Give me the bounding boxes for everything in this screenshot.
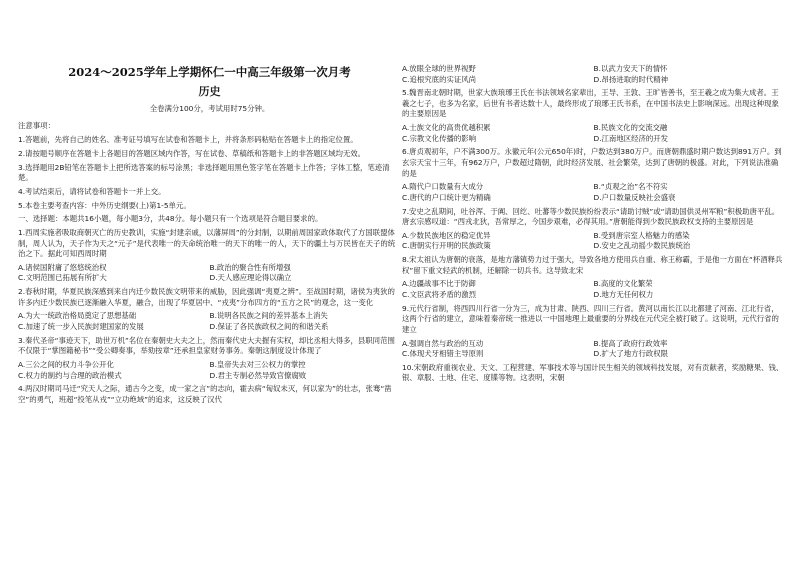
question-stem: 8.宋太祖认为唐朝的衰落，是地方藩镇势力过于强大，导致各地方使用兵自重、称王称霸，于是他一方面在“杯酒释兵权”留下重文轻武的机制，还解除一切兵书。这导致北宋 — [402, 255, 783, 275]
option: B.提高了政府行政效率 — [593, 338, 668, 348]
question-stem: 2.春秋时期，华夏民族深感到来自内迁少数民族文明带来的威胁，因此强调“夷夏之辨”。至战国时期，诸侯为夷狄的许多内迁少数民族已逐渐融入华夏，融合，出现了华夏居中、“戎夷”分布四方的“五方之民”的观念，这一变化 — [18, 287, 395, 307]
option: D.户口数量反映社会盛衰 — [593, 192, 676, 202]
note-item: 5.本卷主要考查内容：中外历史纲要(上)第1-5单元。 — [18, 200, 191, 210]
question-options — [402, 182, 785, 203]
question-options — [18, 263, 401, 284]
option: D.江南地区经济的开发 — [593, 133, 669, 143]
option: D.扩大了地方行政权限 — [593, 349, 669, 359]
option: D.昂扬进取的时代精神 — [593, 74, 669, 84]
option: C.权力的制约与合理的政治模式 — [18, 370, 122, 380]
option: D.保证了各民族政权之间的和谐关系 — [209, 321, 329, 331]
option: A.少数民族地区的稳定优异 — [402, 230, 491, 240]
question-options — [402, 123, 785, 144]
question-stem: 10.宋朝政府重视农业、天文、工程营建、军事技术等与国计民生相关的领域科技发展，对有贡献者，奖励糖果、钱、银、章服、土地、住宅、度牒等物。这表明，宋朝 — [402, 362, 784, 383]
question-stem: 1.西周实施者吸取商朝灭亡的历史教训，实施“封建亲戚，以藩屏周”的分封制，以期前周国家政体取代了方国联盟体制，周人认为，天子作为天之“元子”是代表唯一的天命统治唯一的天下的唯一的人，天下的疆土与万民皆在天子的统治之下。据此可知西周时期 — [18, 227, 396, 259]
option: A.放眼全球的世界视野 — [402, 64, 476, 73]
option: A.诸侯国附庸了悠悠统治权 — [18, 262, 107, 272]
option: D.天人感应理论得以确立 — [209, 273, 292, 283]
option: B.高度的文化繁荣 — [593, 279, 653, 289]
question-stem: 5.魏晋南北朝时期，世家大族琅琊王氏在书法领域名家辈出，王导、王敦、王旷皆善书，至王羲之成为集大成者。王羲之七子，也多为名家，后世有书者达数十人，最终形成了琅琊王氏书系，在中国书法史上影响深远。出现这种现象的主要原因是 — [402, 88, 779, 119]
note-item: 2.请按题号顺序在答题卡上各题目的答题区域内作答，写在试卷、草稿纸和答题卡上的非答题区域均无效。 — [18, 148, 366, 158]
option: D.安史之乱动摇少数民族统治 — [593, 241, 691, 251]
question-options — [18, 311, 401, 332]
option: A.强调自然与政治的互动 — [402, 338, 484, 348]
option: C.宗教文化传播的影响 — [402, 133, 477, 143]
option: B.皇帝失去对三公权力的掌控 — [209, 359, 306, 369]
note-item: 4.考试结束后，请将试卷和答题卡一并上交。 — [18, 186, 166, 196]
subject-title: 历史 — [198, 85, 221, 98]
option: B.以武力安天下的情怀 — [593, 64, 668, 73]
question-stem: 6.唐贞观初年，户不满300万。永徽元年(公元650年)时，户数达到380万户。而唐朝鼎盛时期户数达到891万户。到玄宗天宝十三年，有962万户，户数超过隋朝，此时经济发展、社会繁荣，达到了唐朝的极盛。对此，下列说法准确的是 — [402, 147, 782, 178]
option: B.政治的聚合性有所增强 — [209, 262, 291, 272]
question-options — [18, 360, 401, 381]
option: B.“贞观之治”名不符实 — [593, 182, 668, 192]
option: A.边疆战事不比于防御 — [402, 279, 476, 289]
option: B.民族文化的交流交融 — [593, 123, 668, 133]
option: A.士族文化的高贵优越积累 — [402, 123, 491, 133]
option: C.加速了统一步入民族封建国家的发展 — [18, 321, 144, 331]
exam-title: 2024～2025学年上学期怀仁一中高三年级第一次月考 — [68, 65, 351, 79]
question-options — [402, 279, 785, 300]
option: C.文臣武将矛盾的激烈 — [402, 290, 477, 300]
question-stem: 7.安史之乱期间，吐谷浑、于阗、回纥、吐蕃等少数民族纷纷表示“请助讨贼”或“请助国供灵州军粮”积极助唐平乱。唐玄宗感叹道：“西戎北狄，吾常厚之，今国步艰难，必得其用。”唐朝能得到少数民族政权支持的主要原因是 — [402, 206, 780, 227]
option: C.文明范围已拓展有所扩大 — [18, 273, 107, 283]
option: D.地方无任何权力 — [593, 290, 654, 300]
note-item: 1.答题前，先将自己的姓名、准考证号填写在试卷和答题卡上，并将条形码粘贴在答题卡上的指定位置。 — [18, 135, 358, 145]
option: C.追根究底的实证风尚 — [402, 74, 477, 84]
question-options — [402, 64, 785, 85]
right-column — [402, 64, 785, 387]
note-item: 3.选择题用2B铅笔在答题卡上把所选答案的标号涂黑；非选择题用黑色签字笔在答题卡上作答；字体工整，笔迹清楚。 — [18, 162, 390, 183]
option: D.君主专制必然导致官僚腐败 — [209, 370, 307, 380]
option: B.说明各民族之间的差异基本上消失 — [209, 311, 328, 321]
question-stem: 3.秦代圣帝“事迹天下，助世万机”名位在秦朝史大夫之上，然而秦代史大夫握有实权，却比丞相大得多，县职同范围不仅限于“掌图籍秘书”“受公卿奏事，举劾按章”还承担皇家财务事务。秦朝这制度设计体现了 — [18, 335, 395, 356]
option: C.唐代的户口统计更为精确 — [402, 192, 491, 202]
option: C.唐朝实行开明的民族政策 — [402, 241, 491, 251]
option: C.体现犬牙相错主导原则 — [402, 349, 484, 359]
notes-label: 注意事项： — [18, 120, 55, 130]
question-stem: 4.两汉时期司马迁“究天人之际，通古今之变，成一家之言”的志向，霍去病“匈奴未灭，何以家为”的壮志，张骞“凿空”的勇气，班超“投笔从戎”“立功绝域”的追求，这反映了汉代 — [18, 384, 392, 404]
option: B.受到唐宗室人格魅力的感染 — [593, 230, 690, 240]
question-stem: 9.元代行省制，将西四川行省一分为三，成为甘肃、陕西、四川三行省。黄河以南长江以北都建了河南、江北行省，这两个行省的建立，意味着秦帝统一推进以一中国地理上最重要的分界线在元代完全被打破了。这说明，元代行省的建立 — [402, 303, 779, 334]
section-heading: 一、选择题：本题共16小题，每小题3分，共48分。每小题只有一个选项是符合题目要求的。 — [18, 214, 323, 224]
left-column — [18, 64, 401, 408]
exam-meta: 全卷满分100分，考试用时75分钟。 — [149, 104, 270, 113]
option: A.三公之间的权力斗争公开化 — [18, 359, 114, 369]
option: A.为大一统政治格局奠定了思想基础 — [18, 311, 137, 321]
question-options — [402, 339, 785, 360]
question-options — [402, 231, 785, 252]
option: A.隋代户口数量有大成分 — [402, 182, 484, 192]
